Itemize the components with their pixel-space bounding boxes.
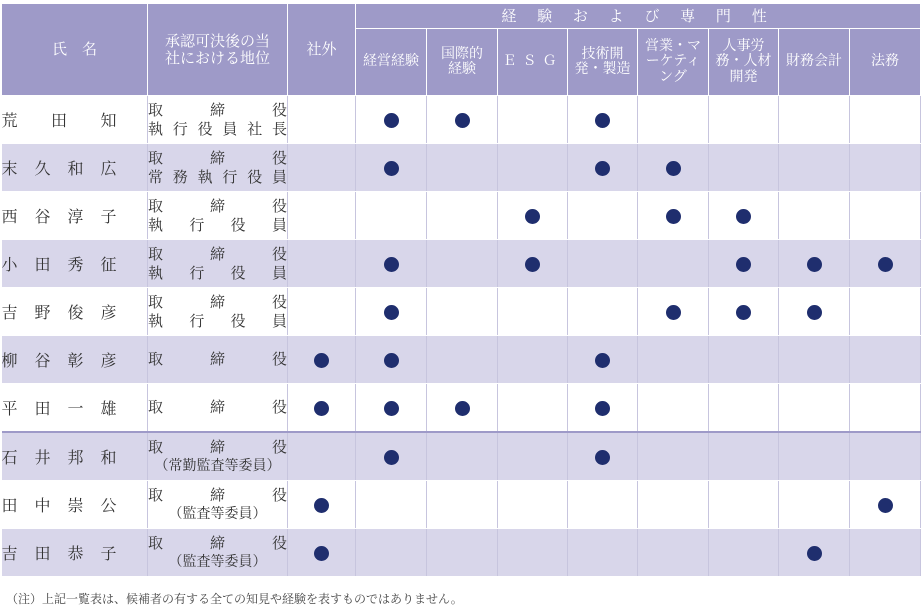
position-title: 取 締 役 — [148, 486, 287, 504]
header-outside: 社外 — [288, 4, 356, 96]
skill-cell — [638, 432, 709, 481]
skill-cell — [850, 432, 921, 481]
table-body — [2, 96, 921, 577]
candidate-name-text: 小 田 秀 征 — [1, 255, 117, 274]
position-subtitle: （監査等委員） — [168, 506, 267, 522]
table-row — [2, 240, 921, 288]
outside-cell — [288, 240, 356, 288]
position-subtitle: 常 務 執 行 役 員 — [148, 167, 287, 186]
skill-cell — [638, 288, 709, 336]
skill-cell — [498, 144, 568, 192]
skill-cell — [568, 336, 638, 384]
skill-cell — [638, 529, 709, 577]
checked-dot-icon — [595, 450, 610, 465]
header-position: 承認可決後の当社における地位 — [148, 4, 288, 96]
skill-cell — [498, 384, 568, 433]
candidate-name-text: 柳 谷 彰 彦 — [1, 351, 117, 370]
skill-cell — [779, 432, 850, 481]
candidate-name-text: 西 谷 淳 子 — [1, 207, 117, 226]
skill-cell — [427, 481, 498, 529]
table-row — [2, 96, 921, 144]
skill-cell — [638, 384, 709, 433]
candidate-name — [2, 288, 148, 336]
checked-dot-icon — [736, 257, 751, 272]
header-skill-legal: 法務 — [850, 29, 921, 96]
outside-cell — [288, 288, 356, 336]
checked-dot-icon — [595, 401, 610, 416]
skill-cell — [850, 144, 921, 192]
checked-dot-icon — [384, 113, 399, 128]
checked-dot-icon — [807, 305, 822, 320]
header-experience-group: 経 験 お よ び 専 門 性 — [356, 4, 921, 29]
skill-cell — [498, 192, 568, 240]
skill-cell — [709, 96, 779, 144]
position-subtitle: （常勤監査等委員） — [154, 458, 281, 474]
candidate-position — [148, 529, 288, 577]
skill-cell — [356, 96, 427, 144]
candidate-name — [2, 96, 148, 144]
checked-dot-icon — [807, 257, 822, 272]
position-subtitle: 執 行 役 員 — [148, 263, 287, 282]
candidate-position — [148, 144, 288, 192]
skill-cell — [498, 529, 568, 577]
skill-cell — [779, 288, 850, 336]
skill-cell — [356, 336, 427, 384]
skill-cell — [356, 240, 427, 288]
skill-cell — [498, 96, 568, 144]
skill-cell — [498, 432, 568, 481]
skill-cell — [779, 529, 850, 577]
skill-cell — [779, 96, 850, 144]
candidate-name-text: 吉 田 恭 子 — [1, 544, 117, 563]
checked-dot-icon — [666, 305, 681, 320]
skill-cell — [850, 288, 921, 336]
checked-dot-icon — [314, 546, 329, 561]
footnote: （注）上記一覧表は、候補者の有する全ての知見や経験を表すものではありません。 — [6, 592, 463, 606]
candidate-name — [2, 384, 148, 433]
table-row — [2, 481, 921, 529]
position-subtitle: （監査等委員） — [168, 554, 267, 570]
position-title: 取 締 役 — [148, 196, 287, 215]
table-row — [2, 192, 921, 240]
position-subtitle: 執 行 役 員 — [148, 311, 287, 330]
table-row — [2, 144, 921, 192]
checked-dot-icon — [525, 209, 540, 224]
skill-cell — [427, 288, 498, 336]
checked-dot-icon — [736, 209, 751, 224]
candidate-name — [2, 192, 148, 240]
checked-dot-icon — [384, 161, 399, 176]
checked-dot-icon — [384, 305, 399, 320]
candidate-name-text: 石 井 邦 和 — [1, 448, 117, 467]
skill-cell — [779, 481, 850, 529]
position-title: 取 締 役 — [148, 350, 287, 368]
checked-dot-icon — [384, 353, 399, 368]
candidate-position — [148, 96, 288, 144]
skill-cell — [568, 288, 638, 336]
outside-cell — [288, 529, 356, 577]
position-title: 取 締 役 — [148, 534, 287, 552]
position-title: 取 締 役 — [148, 292, 287, 311]
skill-cell — [850, 192, 921, 240]
skill-cell — [709, 481, 779, 529]
skill-cell — [568, 192, 638, 240]
candidate-name — [2, 481, 148, 529]
skill-cell — [427, 432, 498, 481]
header-skill-esg: ＥＳＧ — [498, 29, 568, 96]
header-skill-sales: 営業・マーケティング — [638, 29, 709, 96]
position-subtitle: 執 行 役 員 社 長 — [148, 119, 287, 138]
skill-cell — [568, 384, 638, 433]
skill-cell — [850, 529, 921, 577]
position-title: 取 締 役 — [148, 438, 287, 456]
table-row — [2, 432, 921, 481]
checked-dot-icon — [384, 257, 399, 272]
checked-dot-icon — [736, 305, 751, 320]
checked-dot-icon — [314, 498, 329, 513]
checked-dot-icon — [595, 113, 610, 128]
checked-dot-icon — [595, 353, 610, 368]
skill-cell — [568, 529, 638, 577]
checked-dot-icon — [525, 257, 540, 272]
checked-dot-icon — [878, 257, 893, 272]
skill-cell — [709, 336, 779, 384]
checked-dot-icon — [666, 209, 681, 224]
skill-cell — [427, 240, 498, 288]
skill-cell — [356, 481, 427, 529]
candidate-position — [148, 481, 288, 529]
position-title: 取 締 役 — [148, 398, 287, 416]
skill-cell — [779, 336, 850, 384]
position-title: 取 締 役 — [148, 148, 287, 167]
candidate-name — [2, 240, 148, 288]
skill-cell — [568, 144, 638, 192]
skill-cell — [709, 288, 779, 336]
outside-cell — [288, 144, 356, 192]
skill-cell — [709, 432, 779, 481]
skill-cell — [638, 96, 709, 144]
skill-cell — [568, 96, 638, 144]
skill-cell — [427, 192, 498, 240]
candidate-position — [148, 240, 288, 288]
candidate-position — [148, 432, 288, 481]
header-skill-hr: 人事労務・人材開発 — [709, 29, 779, 96]
checked-dot-icon — [666, 161, 681, 176]
outside-cell — [288, 96, 356, 144]
skill-cell — [779, 144, 850, 192]
skill-cell — [638, 192, 709, 240]
checked-dot-icon — [314, 353, 329, 368]
skill-cell — [356, 384, 427, 433]
candidate-name-text: 平 田 一 雄 — [1, 399, 117, 418]
skill-cell — [850, 384, 921, 433]
skill-cell — [709, 192, 779, 240]
checked-dot-icon — [384, 450, 399, 465]
outside-cell — [288, 384, 356, 433]
table-row — [2, 288, 921, 336]
skill-cell — [427, 144, 498, 192]
skill-cell — [779, 384, 850, 433]
header-name: 氏 名 — [2, 4, 148, 96]
skill-cell — [356, 144, 427, 192]
skill-cell — [638, 240, 709, 288]
candidate-name-text: 吉 野 俊 彦 — [1, 303, 117, 322]
position-title: 取 締 役 — [148, 100, 287, 119]
candidate-name — [2, 432, 148, 481]
candidate-name-text: 末 久 和 広 — [1, 159, 117, 178]
checked-dot-icon — [314, 401, 329, 416]
candidate-name — [2, 529, 148, 577]
skill-cell — [709, 384, 779, 433]
outside-cell — [288, 192, 356, 240]
skill-cell — [568, 240, 638, 288]
checked-dot-icon — [878, 498, 893, 513]
candidate-name — [2, 144, 148, 192]
checked-dot-icon — [595, 161, 610, 176]
header-skill-finance: 財務会計 — [779, 29, 850, 96]
header-skill-international: 国際的経験 — [427, 29, 498, 96]
skill-cell — [709, 240, 779, 288]
skill-cell — [427, 96, 498, 144]
table-row — [2, 336, 921, 384]
header-skill-management: 経営経験 — [356, 29, 427, 96]
candidate-position — [148, 384, 288, 433]
candidate-name-text: 荒 田 知 — [1, 111, 117, 130]
skill-cell — [356, 529, 427, 577]
candidate-name-text: 田 中 崇 公 — [1, 496, 117, 515]
candidate-name — [2, 336, 148, 384]
checked-dot-icon — [455, 113, 470, 128]
skill-cell — [850, 96, 921, 144]
skill-cell — [638, 336, 709, 384]
skill-cell — [427, 529, 498, 577]
skill-cell — [709, 529, 779, 577]
skill-cell — [638, 144, 709, 192]
skill-cell — [356, 432, 427, 481]
skill-cell — [638, 481, 709, 529]
skill-cell — [850, 481, 921, 529]
outside-cell — [288, 432, 356, 481]
skill-cell — [850, 240, 921, 288]
skill-cell — [498, 240, 568, 288]
skill-cell — [568, 481, 638, 529]
skill-cell — [356, 288, 427, 336]
skill-cell — [850, 336, 921, 384]
candidate-position — [148, 288, 288, 336]
skill-cell — [498, 288, 568, 336]
candidate-position — [148, 192, 288, 240]
skill-cell — [427, 384, 498, 433]
checked-dot-icon — [807, 546, 822, 561]
table-row — [2, 384, 921, 433]
skill-cell — [356, 192, 427, 240]
table-row — [2, 529, 921, 577]
skill-cell — [709, 144, 779, 192]
outside-cell — [288, 481, 356, 529]
checked-dot-icon — [384, 401, 399, 416]
position-title: 取 締 役 — [148, 244, 287, 263]
skill-cell — [779, 240, 850, 288]
skills-matrix-table — [1, 3, 921, 577]
checked-dot-icon — [455, 401, 470, 416]
candidate-position — [148, 336, 288, 384]
header-skill-tech: 技術開発・製造 — [568, 29, 638, 96]
skill-cell — [568, 432, 638, 481]
skill-cell — [779, 192, 850, 240]
skill-cell — [498, 336, 568, 384]
outside-cell — [288, 336, 356, 384]
position-subtitle: 執 行 役 員 — [148, 215, 287, 234]
skill-cell — [498, 481, 568, 529]
skill-cell — [427, 336, 498, 384]
